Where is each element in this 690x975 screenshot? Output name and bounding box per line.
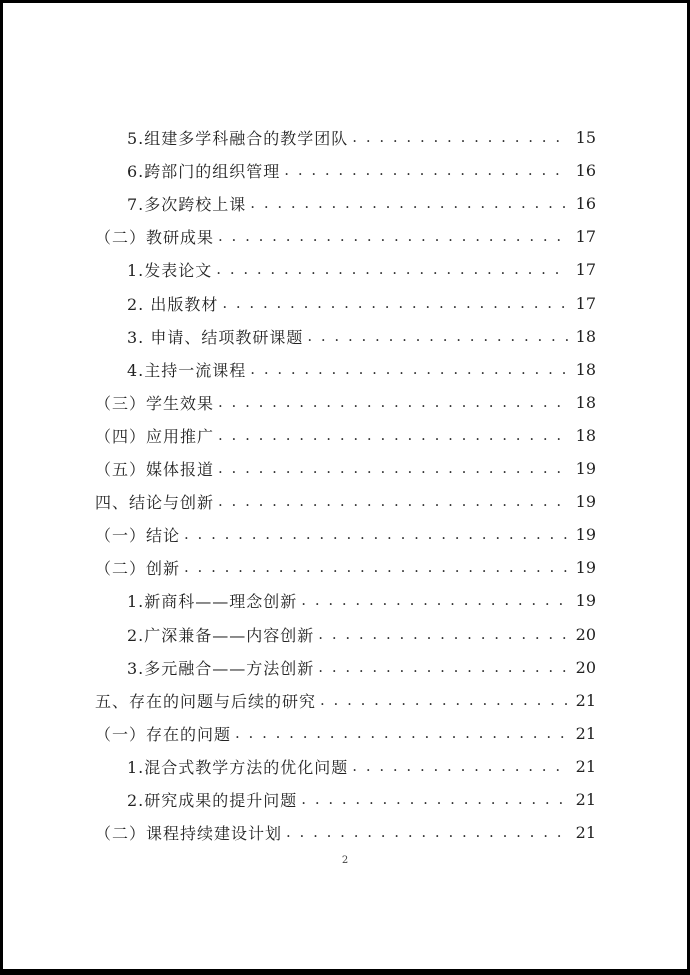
toc-entry[interactable] bbox=[95, 684, 596, 717]
toc-entry-title: 3.多元融合——方法创新 bbox=[127, 658, 315, 678]
toc-entry-title: 四、结论与创新 bbox=[95, 493, 215, 513]
toc-entry-title: 7.多次跨校上课 bbox=[127, 195, 247, 215]
toc-entry[interactable] bbox=[127, 584, 596, 617]
toc-leader-dots bbox=[218, 386, 568, 419]
toc-entry-page: 17 bbox=[575, 293, 596, 313]
toc-entry[interactable] bbox=[127, 187, 596, 220]
toc-leader-dots bbox=[222, 287, 568, 320]
toc-entry-title: 3. 申请、结项教研课题 bbox=[127, 327, 304, 347]
toc-leader-dots bbox=[218, 452, 568, 485]
toc-entry-title: 1.混合式教学方法的优化问题 bbox=[127, 757, 349, 777]
toc-entry-page: 18 bbox=[575, 359, 596, 379]
toc-entry-page: 21 bbox=[575, 823, 596, 843]
toc-entry[interactable] bbox=[95, 717, 596, 750]
toc-entry[interactable] bbox=[95, 518, 596, 551]
toc-entry-title: 2. 出版教材 bbox=[127, 294, 219, 314]
toc-entry-page: 16 bbox=[575, 161, 596, 181]
toc-leader-dots bbox=[286, 816, 568, 849]
toc-entry-page: 19 bbox=[575, 525, 596, 545]
toc-entry-page: 19 bbox=[575, 492, 596, 512]
toc-entry-page: 21 bbox=[575, 790, 596, 809]
toc-entry[interactable] bbox=[127, 750, 596, 783]
page-number: 2 bbox=[341, 855, 349, 866]
toc-entry-page: 21 bbox=[575, 723, 596, 743]
toc-entry-title: （五）媒体报道 bbox=[95, 460, 215, 479]
toc-entry[interactable] bbox=[127, 783, 596, 816]
toc-entry[interactable] bbox=[95, 452, 596, 485]
toc-entry[interactable] bbox=[127, 154, 596, 187]
toc-leader-dots bbox=[318, 651, 568, 684]
toc-entry-page: 18 bbox=[575, 425, 596, 445]
toc-entry-title: （四）应用推广 bbox=[95, 426, 215, 446]
toc-entry[interactable] bbox=[95, 485, 596, 518]
toc-entry[interactable] bbox=[127, 121, 596, 154]
toc-entry-page: 18 bbox=[575, 392, 596, 412]
toc-entry-title: 5.组建多学科融合的教学团队 bbox=[127, 129, 349, 148]
toc-leader-dots bbox=[352, 121, 568, 154]
toc-entry-page: 16 bbox=[575, 194, 596, 214]
toc-entry-title: （二）创新 bbox=[95, 559, 181, 579]
toc-entry-title: 1.发表论文 bbox=[127, 261, 213, 281]
toc-entry-title: （二）课程持续建设计划 bbox=[95, 824, 283, 844]
toc-leader-dots bbox=[250, 353, 568, 386]
toc-entry[interactable] bbox=[127, 618, 596, 651]
toc-entry-title: （三）学生效果 bbox=[95, 393, 215, 413]
toc-entry-title: 1.新商科——理念创新 bbox=[127, 592, 298, 612]
toc-entry-title: 6.跨部门的组织管理 bbox=[127, 162, 281, 182]
toc-leader-dots bbox=[284, 154, 568, 187]
toc-entry-page: 17 bbox=[575, 260, 596, 280]
toc-entry-page: 15 bbox=[575, 128, 596, 147]
toc-entry-page: 21 bbox=[575, 756, 596, 776]
toc-entry-page: 21 bbox=[575, 690, 596, 710]
toc-entry-title: 4.主持一流课程 bbox=[127, 360, 247, 380]
toc-leader-dots bbox=[218, 220, 568, 253]
toc-leader-dots bbox=[318, 618, 568, 651]
toc-entry-page: 20 bbox=[575, 657, 596, 677]
toc-entry-title: （二）教研成果 bbox=[95, 228, 215, 248]
toc-entry-page: 19 bbox=[575, 591, 596, 611]
toc-entry[interactable] bbox=[95, 816, 596, 849]
toc-leader-dots bbox=[307, 320, 568, 353]
toc-entry[interactable] bbox=[127, 651, 596, 684]
toc-entry[interactable] bbox=[95, 419, 596, 452]
toc-entry[interactable] bbox=[127, 320, 596, 353]
toc-entry-page: 19 bbox=[575, 558, 596, 578]
toc-leader-dots bbox=[320, 684, 568, 717]
toc-entry[interactable] bbox=[95, 220, 596, 253]
toc-leader-dots bbox=[216, 253, 568, 286]
toc-leader-dots bbox=[301, 783, 568, 816]
toc-leader-dots bbox=[184, 518, 568, 551]
toc-entry[interactable] bbox=[127, 253, 596, 286]
toc-entry-page: 19 bbox=[575, 459, 596, 478]
toc-leader-dots bbox=[184, 551, 568, 584]
toc-entry-title: 2.研究成果的提升问题 bbox=[127, 791, 298, 810]
toc-entry-title: 五、存在的问题与后续的研究 bbox=[95, 691, 317, 711]
toc-entry[interactable] bbox=[127, 287, 596, 320]
document-page bbox=[3, 3, 687, 969]
toc-leader-dots bbox=[218, 419, 568, 452]
toc-entry-title: （一）存在的问题 bbox=[95, 724, 232, 744]
toc-entry[interactable] bbox=[95, 386, 596, 419]
toc-entry[interactable] bbox=[127, 353, 596, 386]
toc-leader-dots bbox=[218, 485, 568, 518]
toc-entry-title: （一）结论 bbox=[95, 526, 181, 546]
toc-entry-title: 2.广深兼备——内容创新 bbox=[127, 625, 315, 645]
toc-leader-dots bbox=[352, 750, 568, 783]
toc-entry[interactable] bbox=[95, 551, 596, 584]
toc-entry-page: 18 bbox=[575, 326, 596, 346]
toc-entry-page: 17 bbox=[575, 227, 596, 247]
toc-leader-dots bbox=[250, 187, 568, 220]
toc-entry-page: 20 bbox=[575, 624, 596, 644]
toc-leader-dots bbox=[301, 584, 568, 617]
toc-leader-dots bbox=[235, 717, 568, 750]
